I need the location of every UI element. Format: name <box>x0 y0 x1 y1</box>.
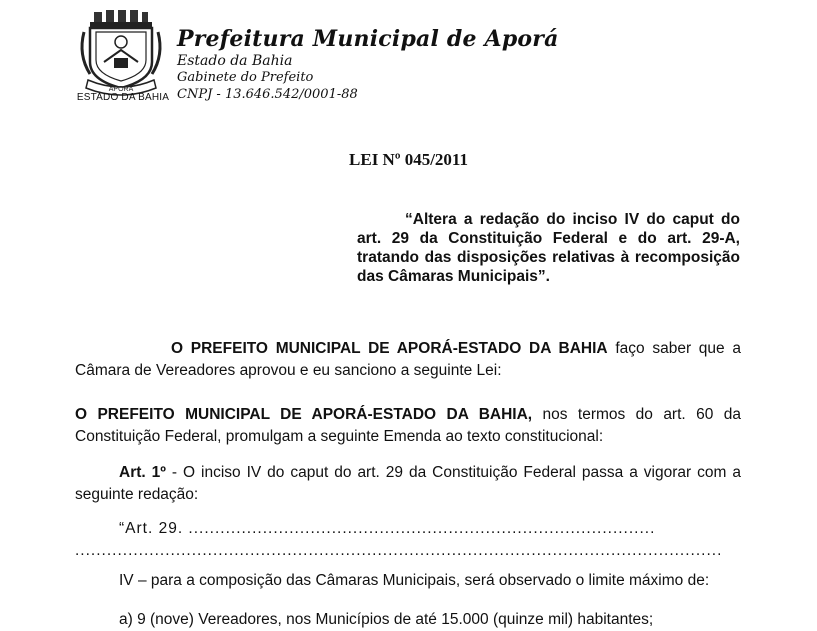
item-a-text: a) 9 (nove) Vereadores, nos Municípios de até 15.000 (quinze mil) habitantes; <box>119 611 654 628</box>
state-name: Estado da Bahia <box>177 53 293 69</box>
article-29-line-2: .......................................................................................................................... <box>75 542 723 559</box>
crest-caption: ESTADO DA BAHIA <box>76 92 170 103</box>
law-summary: “Altera a redação do inciso IV do caput do art. 29 da Constituição Federal e do art. 29-A, tratando das disposições relativas à recomposição das Câmaras Municipais”. <box>357 211 740 285</box>
law-title: LEI Nº 045/2011 <box>349 150 468 169</box>
article-1-label: Art. 1º <box>119 464 166 481</box>
amendment-paragraph <box>75 404 741 448</box>
inciso-iv-text: IV – para a composição das Câmaras Municipais, será observado o limite máximo de: <box>119 572 710 589</box>
article-29-quote <box>75 518 723 562</box>
amendment-text: nos termos do art. 60 da Constituição Federal, promulgam a seguinte Emenda ao texto constitucional: <box>75 406 741 445</box>
article-1-paragraph <box>75 462 741 506</box>
office-name: Gabinete do Prefeito <box>177 70 314 85</box>
promulgation-paragraph <box>75 338 741 382</box>
promulgation-text: faço saber que a Câmara de Vereadores aprovou e eu sanciono a seguinte Lei: <box>75 340 741 379</box>
crest-banner-text: APORÁ <box>108 86 134 93</box>
article-1-text: - O inciso IV do caput do art. 29 da Constituição Federal passa a vigorar com a seguinte redação: <box>75 464 741 503</box>
mayor-title-bold-2: O PREFEITO MUNICIPAL DE APORÁ-ESTADO DA BAHIA, <box>75 406 533 423</box>
cnpj-number: CNPJ - 13.646.542/0001-88 <box>177 87 358 102</box>
mayor-title-bold: O PREFEITO MUNICIPAL DE APORÁ-ESTADO DA BAHIA <box>171 340 608 357</box>
municipality-title: Prefeitura Municipal de Aporá <box>177 26 559 52</box>
article-29-line-1: “Art. 29. ........................................................................................ <box>119 520 656 537</box>
municipal-crest-icon <box>76 10 166 102</box>
